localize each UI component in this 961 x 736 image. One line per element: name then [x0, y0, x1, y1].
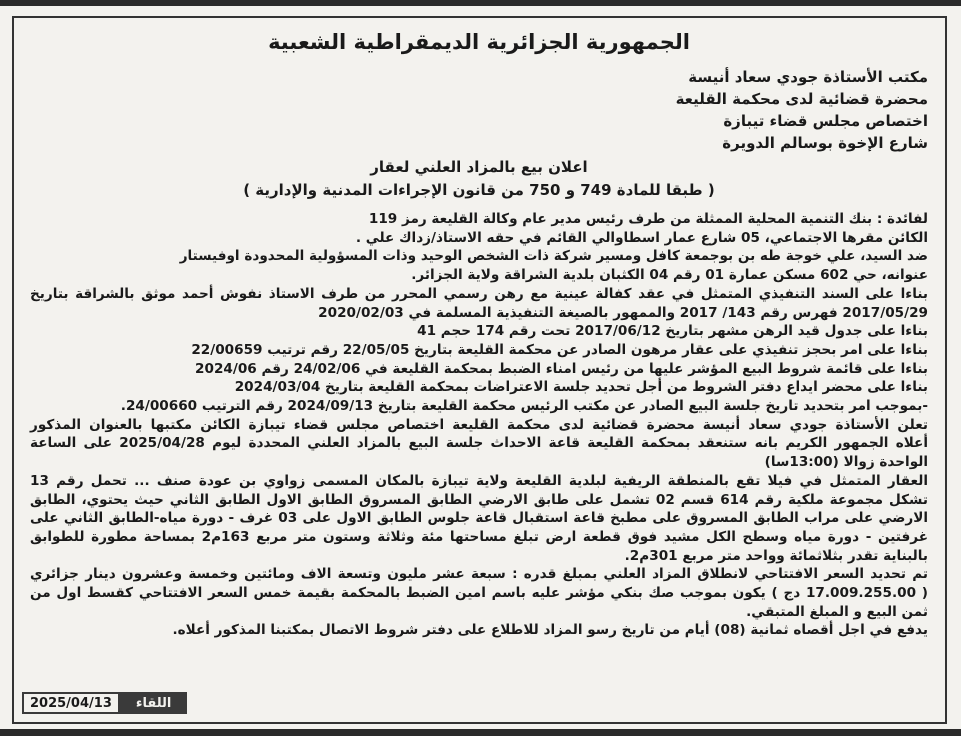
body-line: الواحدة زوالا (13:00سا)	[764, 454, 928, 471]
bottom-rule	[0, 729, 961, 736]
body-line: بالبناية تقدر بثلاثمائة وواحد متر مربع 301م2.	[624, 547, 928, 564]
body-line: لفائدة : بنك التنمية المحلية الممثلة من طرف رئيس مدير عام وكالة القليعة رمز 119	[368, 211, 928, 227]
issuer-line: شارع الإخوة بوسالم الدويرة	[722, 134, 928, 152]
publication-footer	[22, 692, 187, 714]
body-line: الكائن مقرها الاجتماعي، 05 شارع عمار اسطاوالي القائم في حقه الاستاذ/زداك علي .	[355, 229, 928, 246]
body-line: تشكل مجموعة ملكية رقم 614 قسم 02 تشمل على طابق الارضي الطابق المسروق الطابق الاول الطابق الثاني حيث يحتوي، الطابق	[30, 491, 928, 508]
body-line: ( 17.009.255.00 دج ) يكون بموجب صك بنكي مؤشر عليه باسم امين الضبط بالمحكمة بقيمة خمس السعر الافتتاحي كقسط اول من	[30, 585, 928, 602]
issuer-line: مكتب الأستاذة جودي سعاد أنيسة	[688, 68, 928, 86]
body-line: تعلن الأستاذة جودي سعاد أنيسة محضرة قضائية لدى محكمة القليعة اختصاص مجلس قضاء تيبازة الكائن مكتبها بالعنوان المذكور	[30, 416, 928, 433]
subject-line: ( طبقا للمادة 749 و 750 من قانون الإجراءات المدنية والإدارية )	[243, 181, 715, 199]
body-line: ثمن البيع و المبلغ المتبقي.	[746, 603, 928, 620]
issuer-header	[30, 66, 928, 154]
issuer-line: اختصاص مجلس قضاء تيبازة	[723, 112, 928, 130]
body-line: -بموجب امر بتحديد تاريخ جلسة البيع الصادر عن مكتب الرئيس محكمة القليعة بتاريخ 2024/09/13 رقم الترتيب 24/00660.	[120, 398, 928, 415]
notice-subject	[30, 158, 928, 200]
body-line: بناءا على امر بحجز تنفيذي على عقار مرهون الصادر عن محكمة القليعة بتاريخ 22/05/05 رقم ترتيب 22/00659	[191, 341, 928, 358]
body-line: عنوانه، حي 602 مسكن عمارة 01 رقم 04 الكثبان بلدية الشراقة ولاية الجزائر.	[411, 267, 928, 284]
body-line: العقار المتمثل في فيلا تقع بالمنطقة الريفية لبلدية القليعة ولاية تيبازة بالمكان المسمى زواوي بن عودة صنف ... تحمل رقم 13	[30, 472, 928, 489]
notice-body	[30, 210, 928, 640]
body-line: تم تحديد السعر الافتتاحي لانطلاق المزاد العلني بمبلغ قدره : سبعة عشر مليون وتسعة الاف ومائتين وخمسة وعشرون دينار جزائري	[30, 566, 928, 583]
newspaper-tag: اللقاء	[120, 692, 188, 714]
body-line: غرفتين - دورة مياه وسطح الكل مشيد فوق قطعة ارض تبلغ مساحتها مئة وثلاثة وستون متر مربع 163م2 بمساحة مطورة للطوابق	[30, 528, 928, 545]
body-line: ضد السيد، علي خوجة طه بن بوجمعة كافل ومسير شركة ذات الشخص الوحيد وذات المسؤولية المحدودة اوفيستار	[179, 248, 928, 265]
body-line: أعلاه الجمهور الكريم بانه ستنعقد بمحكمة القليعة قاعة الاحداث جلسة البيع بالمزاد العلني المحددة ليوم 2025/04/28 على الساعة	[30, 435, 928, 452]
issuer-line: محضرة قضائية لدى محكمة القليعة	[675, 90, 928, 108]
top-rule	[0, 0, 961, 6]
body-line: بناءا على السند التنفيذي المتمثل في عقد كفالة عينية مع رهن رسمي المحرر من طرف الاستاذ نفوش أحمد موثق بالشراقة بتاريخ	[30, 285, 928, 302]
body-line: بناءا على جدول قيد الرهن مشهر بتاريخ 2017/06/12 تحت رقم 174 حجم 41	[417, 323, 928, 340]
publication-date: 2025/04/13	[22, 692, 120, 714]
body-line: بناءا على قائمة شروط البيع المؤشر عليها من رئيس امناء الضبط بمحكمة القليعة في 24/02/06 رقم 2024/06	[195, 360, 928, 377]
body-line: الارضي على مراب الطابق المسروق على مطبخ قاعة استقبال قاعة جلوس الطابق الاول على 03 غرف - دورة مياه-الطابق الثاني على	[30, 510, 928, 527]
notice-content	[30, 30, 928, 640]
page-title: الجمهورية الجزائرية الديمقراطية الشعبية	[268, 30, 690, 54]
body-line: يدفع في اجل أقصاه ثمانية (08) أيام من تاريخ رسو المزاد للاطلاع على دفتر شروط الاتصال بمكتبنا المذكور أعلاه.	[172, 622, 928, 639]
subject-line: اعلان بيع بالمزاد العلني لعقار	[370, 158, 588, 176]
body-line: بناءا على محضر ايداع دفتر الشروط من أجل تحديد جلسة الاعتراضات بمحكمة القليعة بتاريخ 2024/03/04	[234, 379, 928, 396]
body-line: 2017/05/29 فهرس رقم 143/ 2017 والممهور بالصيغة التنفيذية المسلمة في 2020/02/03	[318, 304, 928, 321]
